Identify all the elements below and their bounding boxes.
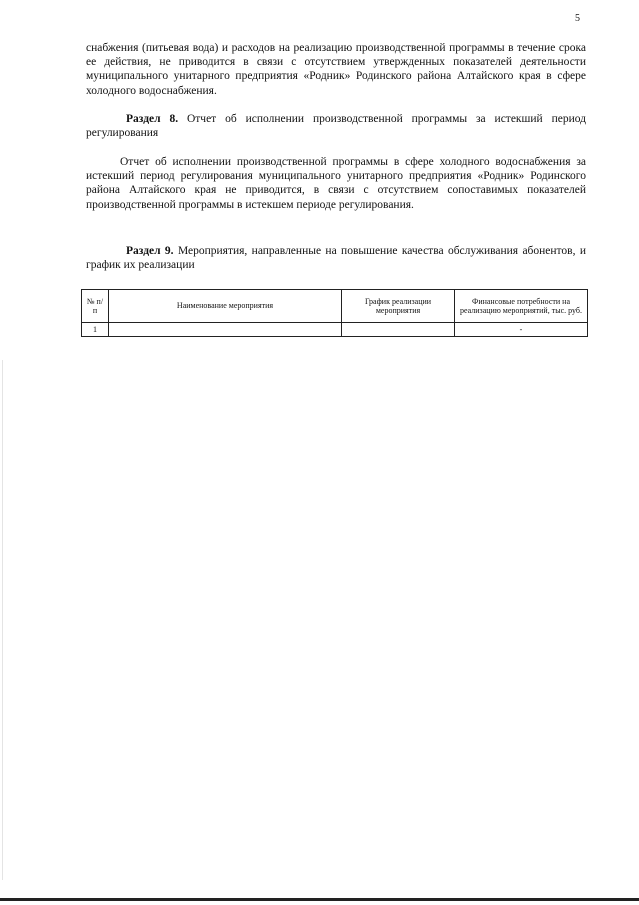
section-9-heading <box>86 244 586 272</box>
header-number: № п/п <box>82 290 109 323</box>
cell-measure-name <box>109 323 342 337</box>
cell-financial-needs: - <box>455 323 588 337</box>
section-8-title: Отчет об исполнении производственной программы за истекший период регулирования <box>86 113 587 140</box>
cell-schedule <box>342 323 455 337</box>
scan-edge-shadow <box>2 360 3 880</box>
header-measure-name: Наименование мероприятия <box>109 290 342 323</box>
section-9-label: Раздел 9. <box>126 245 174 257</box>
scan-bottom-edge <box>0 898 639 901</box>
header-financial-needs: Финансовые потребности на реализацию мероприятий, тыс. руб. <box>455 290 588 323</box>
section-8-heading <box>86 112 586 140</box>
paragraph-water-supply: снабжения (питьевая вода) и расходов на реализацию производственной программы в течение срока ее действия, не приводится в связи с отсутствием утвержденных показателей деятельности муниципального унитарного предприятия «Родник» Родинского района Алтайского края в сфере холодного водоснабжения. <box>86 42 586 97</box>
paragraph-report: Отчет об исполнении производственной программы в сфере холодного водоснабжения за истекший период регулирования муниципального унитарного предприятия «Родник» Родинского района Алтайского края не приводится, в связи с отсутствием сопоставимых показателей производственной программы в истекшем периоде регулирования. <box>86 156 586 211</box>
header-schedule: График реализации мероприятия <box>342 290 455 323</box>
table-header-row <box>82 290 588 323</box>
cell-number: 1 <box>82 323 109 337</box>
section-9-title: Мероприятия, направленные на повышение качества обслуживания абонентов, и график их реализации <box>86 245 587 272</box>
page-number: 5 <box>575 13 580 24</box>
measures-table <box>81 289 588 337</box>
section-8-label: Раздел 8. <box>126 113 179 125</box>
table-row <box>82 323 588 337</box>
